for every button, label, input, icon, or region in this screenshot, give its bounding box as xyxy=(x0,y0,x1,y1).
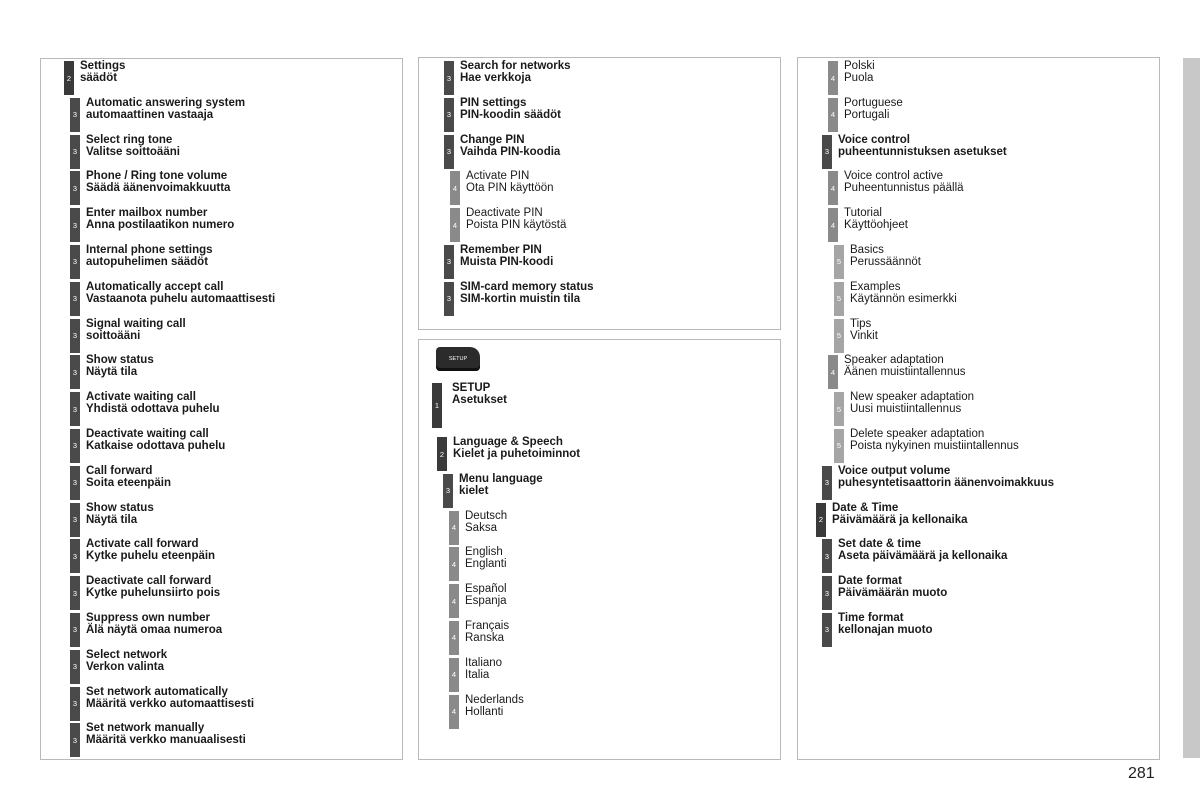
menu-item-label xyxy=(465,657,502,681)
label-english: Italiano xyxy=(465,656,503,669)
level-marker: 3 xyxy=(70,650,80,684)
label-finnish: Vaihda PIN-koodia xyxy=(460,145,561,158)
level-marker: 2 xyxy=(64,61,74,95)
label-finnish: Näytä tila xyxy=(86,513,138,526)
menu-item-level-2 xyxy=(59,61,399,98)
label-finnish: Käyttöohjeet xyxy=(844,219,908,232)
level-marker: 4 xyxy=(450,208,460,242)
menu-item-label xyxy=(460,244,553,268)
menu-item-level-5 xyxy=(811,429,1151,466)
label-finnish: Aseta päivämäärä ja kellonaika xyxy=(838,550,1008,563)
label-english: Voice output volume xyxy=(838,464,951,477)
menu-item-label xyxy=(86,244,213,268)
menu-item-level-4 xyxy=(432,547,772,584)
label-finnish: puheentunnistuksen asetukset xyxy=(838,145,1007,158)
label-finnish: soittoääni xyxy=(86,329,141,342)
level-marker: 3 xyxy=(70,319,80,353)
level-marker: 4 xyxy=(449,547,459,581)
level-marker: 4 xyxy=(449,621,459,655)
level-marker: 3 xyxy=(70,723,80,757)
level-marker: 5 xyxy=(834,429,844,463)
menu-item-label xyxy=(844,354,965,378)
menu-item-level-4 xyxy=(811,61,1151,98)
menu-item-level-4 xyxy=(811,355,1151,392)
label-finnish: kellonajan muoto xyxy=(838,623,933,636)
label-english: Show status xyxy=(86,501,154,514)
label-english: Phone / Ring tone volume xyxy=(86,170,228,183)
menu-item-label xyxy=(465,510,507,534)
label-english: PIN settings xyxy=(460,96,527,109)
label-english: Signal waiting call xyxy=(86,317,186,330)
level-marker: 3 xyxy=(70,135,80,169)
setup-button-label: SETUP xyxy=(448,356,468,362)
menu-item-label xyxy=(460,134,560,158)
menu-item-label xyxy=(844,207,908,231)
menu-item-level-3 xyxy=(59,539,399,576)
level-marker: 3 xyxy=(70,98,80,132)
menu-item-level-3 xyxy=(433,282,773,319)
menu-item-level-3 xyxy=(433,135,773,172)
menu-item-label xyxy=(850,281,957,305)
menu-item-label xyxy=(832,502,968,526)
side-tab xyxy=(1183,58,1200,758)
label-finnish: Valitse soittoääni xyxy=(86,145,180,158)
level-marker: 5 xyxy=(834,319,844,353)
label-english: English xyxy=(465,546,503,559)
menu-item-label xyxy=(465,546,507,570)
menu-item-level-3 xyxy=(59,466,399,503)
level-marker: 4 xyxy=(449,584,459,618)
menu-item-label xyxy=(452,382,507,406)
menu-item-label xyxy=(453,436,580,460)
menu-item-level-3 xyxy=(59,245,399,282)
label-english: Set date & time xyxy=(838,538,922,551)
menu-item-label xyxy=(850,391,974,415)
label-finnish: Päivämäärän muoto xyxy=(838,587,948,600)
level-marker: 1 xyxy=(432,383,442,428)
menu-item-level-5 xyxy=(811,245,1151,282)
level-marker: 3 xyxy=(70,576,80,610)
level-marker: 3 xyxy=(443,474,453,508)
menu-item-level-3 xyxy=(59,650,399,687)
label-finnish: Katkaise odottava puhelu xyxy=(86,439,226,452)
menu-item-label xyxy=(86,502,154,526)
menu-item-label xyxy=(80,60,125,84)
menu-item-level-3 xyxy=(59,98,399,135)
label-english: Language & Speech xyxy=(453,436,563,448)
menu-item-label xyxy=(466,207,566,231)
level-marker: 4 xyxy=(449,658,459,692)
level-marker: 4 xyxy=(828,61,838,95)
level-marker: 3 xyxy=(444,282,454,316)
menu-item-level-2 xyxy=(811,503,1151,540)
label-english: Delete speaker adaptation xyxy=(850,427,985,440)
label-finnish: puhesyntetisaattorin äänenvoimakkuus xyxy=(838,476,1055,489)
label-finnish: Poista PIN käytöstä xyxy=(466,219,567,232)
label-finnish: Uusi muistiintallennus xyxy=(850,403,962,416)
label-finnish: Soita eteenpäin xyxy=(86,476,171,489)
menu-item-label xyxy=(460,281,594,305)
menu-item-label xyxy=(86,649,167,673)
menu-item-label xyxy=(838,538,1007,562)
menu-item-label xyxy=(86,612,222,636)
menu-item-level-1 xyxy=(432,383,772,437)
level-marker: 3 xyxy=(70,282,80,316)
label-english: Deutsch xyxy=(465,509,508,522)
menu-item-level-4 xyxy=(811,98,1151,135)
menu-item-level-4 xyxy=(432,511,772,548)
level-marker: 3 xyxy=(70,539,80,573)
menu-item-level-3 xyxy=(811,466,1151,503)
label-english: Suppress own number xyxy=(86,611,210,624)
level-marker: 4 xyxy=(828,98,838,132)
label-english: Internal phone settings xyxy=(86,243,213,256)
label-finnish: Päivämäärä ja kellonaika xyxy=(832,513,968,526)
label-english: Tutorial xyxy=(844,207,882,220)
label-finnish: Vinkit xyxy=(850,329,878,342)
level-marker: 3 xyxy=(70,613,80,647)
label-english: Tips xyxy=(850,317,872,330)
level-marker: 3 xyxy=(70,208,80,242)
label-english: Basics xyxy=(850,243,884,256)
menu-item-level-3 xyxy=(59,687,399,724)
menu-item-level-3 xyxy=(811,135,1151,172)
label-english: Automatically accept call xyxy=(86,280,224,293)
menu-item-level-3 xyxy=(433,61,773,98)
menu-item-level-3 xyxy=(59,429,399,466)
label-finnish: Ota PIN käyttöön xyxy=(466,182,554,195)
label-finnish: Käytännön esimerkki xyxy=(850,292,957,305)
level-marker: 3 xyxy=(822,539,832,573)
menu-item-label xyxy=(838,134,1007,158)
label-finnish: Ranska xyxy=(465,631,504,644)
menu-item-label xyxy=(844,60,875,84)
label-finnish: Puheentunnistus päällä xyxy=(844,182,964,195)
menu-item-level-4 xyxy=(432,621,772,658)
menu-item-label xyxy=(86,170,230,194)
menu-item-level-4 xyxy=(811,208,1151,245)
label-finnish: Kytke puhelunsiirto pois xyxy=(86,587,221,600)
level-marker: 3 xyxy=(70,355,80,389)
menu-column-network xyxy=(433,61,773,319)
menu-item-label xyxy=(459,473,543,497)
label-english: Español xyxy=(465,583,507,596)
label-finnish: SIM-kortin muistin tila xyxy=(460,292,581,305)
label-finnish: Englanti xyxy=(465,558,507,571)
menu-item-level-3 xyxy=(432,474,772,511)
level-marker: 5 xyxy=(834,282,844,316)
label-english: Change PIN xyxy=(460,133,525,146)
menu-item-level-3 xyxy=(59,613,399,650)
label-finnish: Espanja xyxy=(465,595,507,608)
menu-item-label xyxy=(460,97,561,121)
level-marker: 4 xyxy=(828,171,838,205)
menu-item-label xyxy=(844,97,903,121)
label-finnish: Poista nykyinen muistiintallennus xyxy=(850,439,1019,452)
level-marker: 3 xyxy=(70,466,80,500)
menu-item-level-3 xyxy=(59,171,399,208)
label-english: Menu language xyxy=(459,472,543,485)
label-english: Deactivate waiting call xyxy=(86,427,209,440)
label-english: Remember PIN xyxy=(460,243,542,256)
label-finnish: Säädä äänenvoimakkuutta xyxy=(86,182,231,195)
label-english: Polski xyxy=(844,60,875,72)
menu-item-level-3 xyxy=(811,613,1151,650)
menu-item-label xyxy=(86,318,186,342)
label-english: Voice control xyxy=(838,133,910,146)
label-english: Activate call forward xyxy=(86,538,199,551)
label-english: Deactivate call forward xyxy=(86,575,212,588)
label-finnish: Määritä verkko manuaalisesti xyxy=(86,734,246,747)
menu-item-label xyxy=(838,465,1054,489)
page-number: 281 xyxy=(1128,765,1155,782)
level-marker: 3 xyxy=(822,135,832,169)
label-finnish: Perussäännöt xyxy=(850,255,921,268)
label-finnish: Vastaanota puhelu automaattisesti xyxy=(86,292,276,305)
label-english: Portuguese xyxy=(844,96,903,109)
level-marker: 3 xyxy=(444,245,454,279)
label-finnish: Hollanti xyxy=(465,705,504,718)
menu-item-level-3 xyxy=(59,723,399,760)
menu-item-label xyxy=(844,170,964,194)
menu-item-label xyxy=(86,465,171,489)
label-finnish: Muista PIN-koodi xyxy=(460,255,554,268)
level-marker: 3 xyxy=(444,135,454,169)
menu-item-level-2 xyxy=(432,437,772,474)
menu-item-level-5 xyxy=(811,282,1151,319)
menu-item-label xyxy=(466,170,554,194)
level-marker: 4 xyxy=(828,208,838,242)
label-english: Date & Time xyxy=(832,501,899,514)
level-marker: 3 xyxy=(70,687,80,721)
menu-item-label xyxy=(460,60,571,84)
label-finnish: Äänen muistiintallennus xyxy=(844,366,966,379)
menu-item-label xyxy=(86,686,254,710)
label-english: Time format xyxy=(838,611,904,624)
menu-item-label xyxy=(86,575,220,599)
level-marker: 3 xyxy=(444,98,454,132)
label-english: Search for networks xyxy=(460,60,571,72)
label-english: Voice control active xyxy=(844,170,944,183)
menu-item-level-3 xyxy=(433,98,773,135)
menu-column-settings xyxy=(59,61,399,760)
menu-item-level-4 xyxy=(811,171,1151,208)
label-english: Settings xyxy=(80,60,126,72)
menu-column-voice xyxy=(811,61,1151,650)
menu-item-level-3 xyxy=(59,319,399,356)
menu-item-label xyxy=(838,575,947,599)
label-finnish: Anna postilaatikon numero xyxy=(86,219,235,232)
label-finnish: Kytke puhelu eteenpäin xyxy=(86,550,216,563)
menu-item-label xyxy=(850,318,878,342)
label-english: SETUP xyxy=(452,382,491,394)
label-english: Activate PIN xyxy=(466,170,530,183)
label-english: Select ring tone xyxy=(86,133,173,146)
level-marker: 4 xyxy=(449,511,459,545)
level-marker: 3 xyxy=(70,503,80,537)
level-marker: 2 xyxy=(437,437,447,471)
menu-item-level-3 xyxy=(59,282,399,319)
menu-item-level-3 xyxy=(811,539,1151,576)
label-finnish: säädöt xyxy=(80,72,118,84)
label-finnish: kielet xyxy=(459,484,489,497)
label-english: Deactivate PIN xyxy=(466,207,543,220)
menu-item-label xyxy=(465,620,509,644)
label-finnish: PIN-koodin säädöt xyxy=(460,108,561,121)
menu-item-label xyxy=(86,428,225,452)
menu-item-level-5 xyxy=(811,319,1151,356)
label-finnish: Puola xyxy=(844,72,874,84)
menu-item-label xyxy=(86,722,246,746)
menu-item-level-4 xyxy=(432,695,772,732)
menu-item-label xyxy=(86,97,245,121)
menu-item-label xyxy=(850,428,1019,452)
menu-item-level-3 xyxy=(433,245,773,282)
label-english: Examples xyxy=(850,280,901,293)
menu-item-label xyxy=(465,583,507,607)
level-marker: 3 xyxy=(70,429,80,463)
menu-item-label xyxy=(465,694,524,718)
label-english: Show status xyxy=(86,354,154,367)
menu-item-level-3 xyxy=(59,208,399,245)
label-english: Enter mailbox number xyxy=(86,207,208,220)
menu-item-level-4 xyxy=(432,658,772,695)
label-finnish: automaattinen vastaaja xyxy=(86,108,214,121)
level-marker: 5 xyxy=(834,392,844,426)
label-finnish: Älä näytä omaa numeroa xyxy=(86,623,223,636)
label-finnish: Yhdistä odottava puhelu xyxy=(86,403,220,416)
label-english: Date format xyxy=(838,575,902,588)
menu-item-label xyxy=(86,391,220,415)
label-finnish: Italia xyxy=(465,668,490,681)
menu-item-label xyxy=(86,538,215,562)
menu-item-level-3 xyxy=(59,503,399,540)
setup-button-icon xyxy=(436,347,480,371)
menu-item-level-5 xyxy=(811,392,1151,429)
level-marker: 4 xyxy=(450,171,460,205)
level-marker: 4 xyxy=(449,695,459,729)
label-finnish: Verkon valinta xyxy=(86,660,164,673)
menu-column-setup xyxy=(432,383,772,731)
menu-item-level-4 xyxy=(433,208,773,245)
label-english: Set network manually xyxy=(86,722,205,735)
label-finnish: Saksa xyxy=(465,521,497,534)
level-marker: 2 xyxy=(816,503,826,537)
level-marker: 3 xyxy=(822,466,832,500)
label-finnish: Hae verkkoja xyxy=(460,72,531,84)
menu-item-level-3 xyxy=(59,355,399,392)
menu-item-label xyxy=(86,281,275,305)
label-finnish: Määritä verkko automaattisesti xyxy=(86,697,255,710)
menu-item-level-3 xyxy=(59,392,399,429)
label-finnish: Portugali xyxy=(844,108,890,121)
label-finnish: autopuhelimen säädöt xyxy=(86,255,209,268)
label-english: Speaker adaptation xyxy=(844,354,944,367)
menu-item-level-3 xyxy=(811,576,1151,613)
menu-item-level-4 xyxy=(432,584,772,621)
menu-item-level-3 xyxy=(59,576,399,613)
menu-item-label xyxy=(850,244,921,268)
label-finnish: Asetukset xyxy=(452,394,507,406)
level-marker: 3 xyxy=(70,245,80,279)
level-marker: 4 xyxy=(828,355,838,389)
label-finnish: Kielet ja puhetoiminnot xyxy=(453,448,581,460)
label-english: Français xyxy=(465,619,510,632)
label-english: Activate waiting call xyxy=(86,391,196,404)
level-marker: 3 xyxy=(70,171,80,205)
level-marker: 5 xyxy=(834,245,844,279)
level-marker: 3 xyxy=(444,61,454,95)
menu-item-level-4 xyxy=(433,171,773,208)
label-english: Set network automatically xyxy=(86,685,228,698)
label-english: Call forward xyxy=(86,464,153,477)
menu-item-label xyxy=(838,612,933,636)
label-english: Nederlands xyxy=(465,693,524,706)
label-finnish: Näytä tila xyxy=(86,366,138,379)
level-marker: 3 xyxy=(70,392,80,426)
menu-item-label xyxy=(86,134,180,158)
menu-item-label xyxy=(86,354,154,378)
level-marker: 3 xyxy=(822,576,832,610)
menu-item-label xyxy=(86,207,234,231)
label-english: Select network xyxy=(86,648,168,661)
menu-item-level-3 xyxy=(59,135,399,172)
level-marker: 3 xyxy=(822,613,832,647)
label-english: Automatic answering system xyxy=(86,96,246,109)
label-english: SIM-card memory status xyxy=(460,280,594,293)
label-english: New speaker adaptation xyxy=(850,391,975,404)
